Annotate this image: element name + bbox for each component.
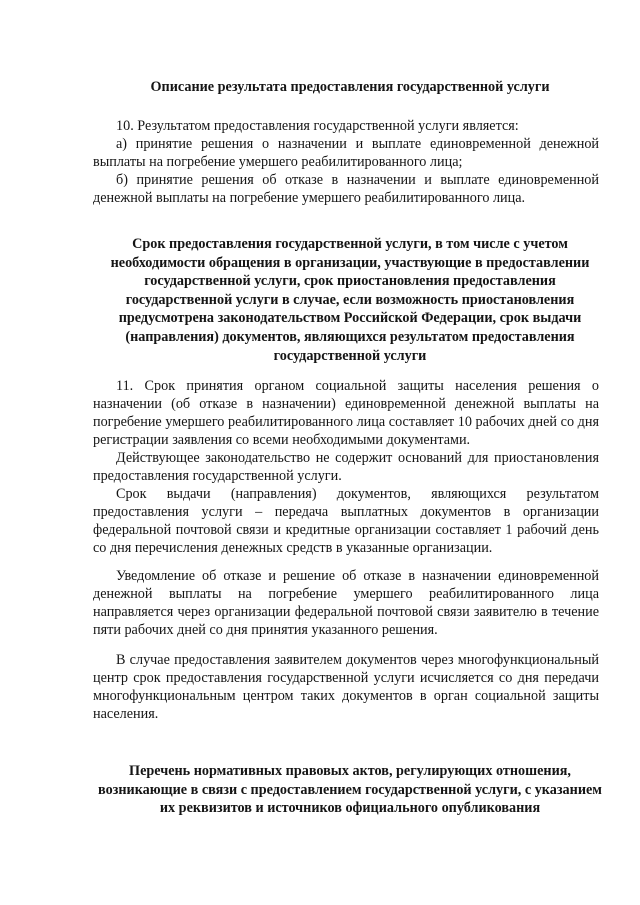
paragraph-10-item-a: а) принятие решения о назначении и выплате единовременной денежной выплаты на погребение умершего реабилитированного лица; (93, 136, 599, 170)
paragraph-11-mfc: В случае предоставления заявителем документов через многофункциональный центр срок предоставления государственной услуги исчисляется со дня передачи многофункциональным центром таких документов в орган социальной защиты населения. (93, 652, 599, 722)
paragraph-11-document-issue: Срок выдачи (направления) документов, являющихся результатом предоставления услуги – передача выплатных документов в организации федеральной почтовой связи и кредитные организации составляет 1 рабочий день со дня перечисления денежных средств в указанные организации. (93, 486, 599, 556)
paragraph-10-intro: 10. Результатом предоставления государственной услуги является: (116, 118, 519, 134)
section-heading-service-term: Срок предоставления государственной услуги, в том числе с учетом необходимости обращения в организации, участвующие в предоставлении государственной услуги, срок приостановления предоставления государственной услуги в случае, если возможность приостановления предусмотрена законодательством Российской Федерации, срок выдачи (направления) документов, являющихся результатом предоставления государственной услуги (110, 236, 590, 364)
section-heading-legal-acts: Перечень нормативных правовых актов, регулирующих отношения, возникающие в связи с предоставлением государственной услуги, с указанием их реквизитов и источников официального опубликования (98, 763, 602, 817)
paragraph-11-refusal-notice: Уведомление об отказе и решение об отказе в назначении единовременной денежной выплаты на погребение умершего реабилитированного лица направляется через организации федеральной почтовой связи заявителю в течение пяти рабочих дней со дня принятия указанного решения. (93, 568, 599, 638)
paragraph-11-term: 11. Срок принятия органом социальной защиты населения решения о назначении (об отказе в назначении) единовременной денежной выплаты на погребение умершего реабилитированного лица составляет 10 рабочих дней со дня регистрации заявления со всеми необходимыми документами. (93, 378, 599, 448)
paragraph-10-item-b: б) принятие решения об отказе в назначении и выплате единовременной денежной выплаты на погребение умершего реабилитированного лица. (93, 172, 599, 206)
section-heading-result-description: Описание результата предоставления государственной услуги (150, 79, 550, 95)
paragraph-11-suspension: Действующее законодательство не содержит оснований для приостановления предоставления государственной услуги. (93, 450, 599, 484)
